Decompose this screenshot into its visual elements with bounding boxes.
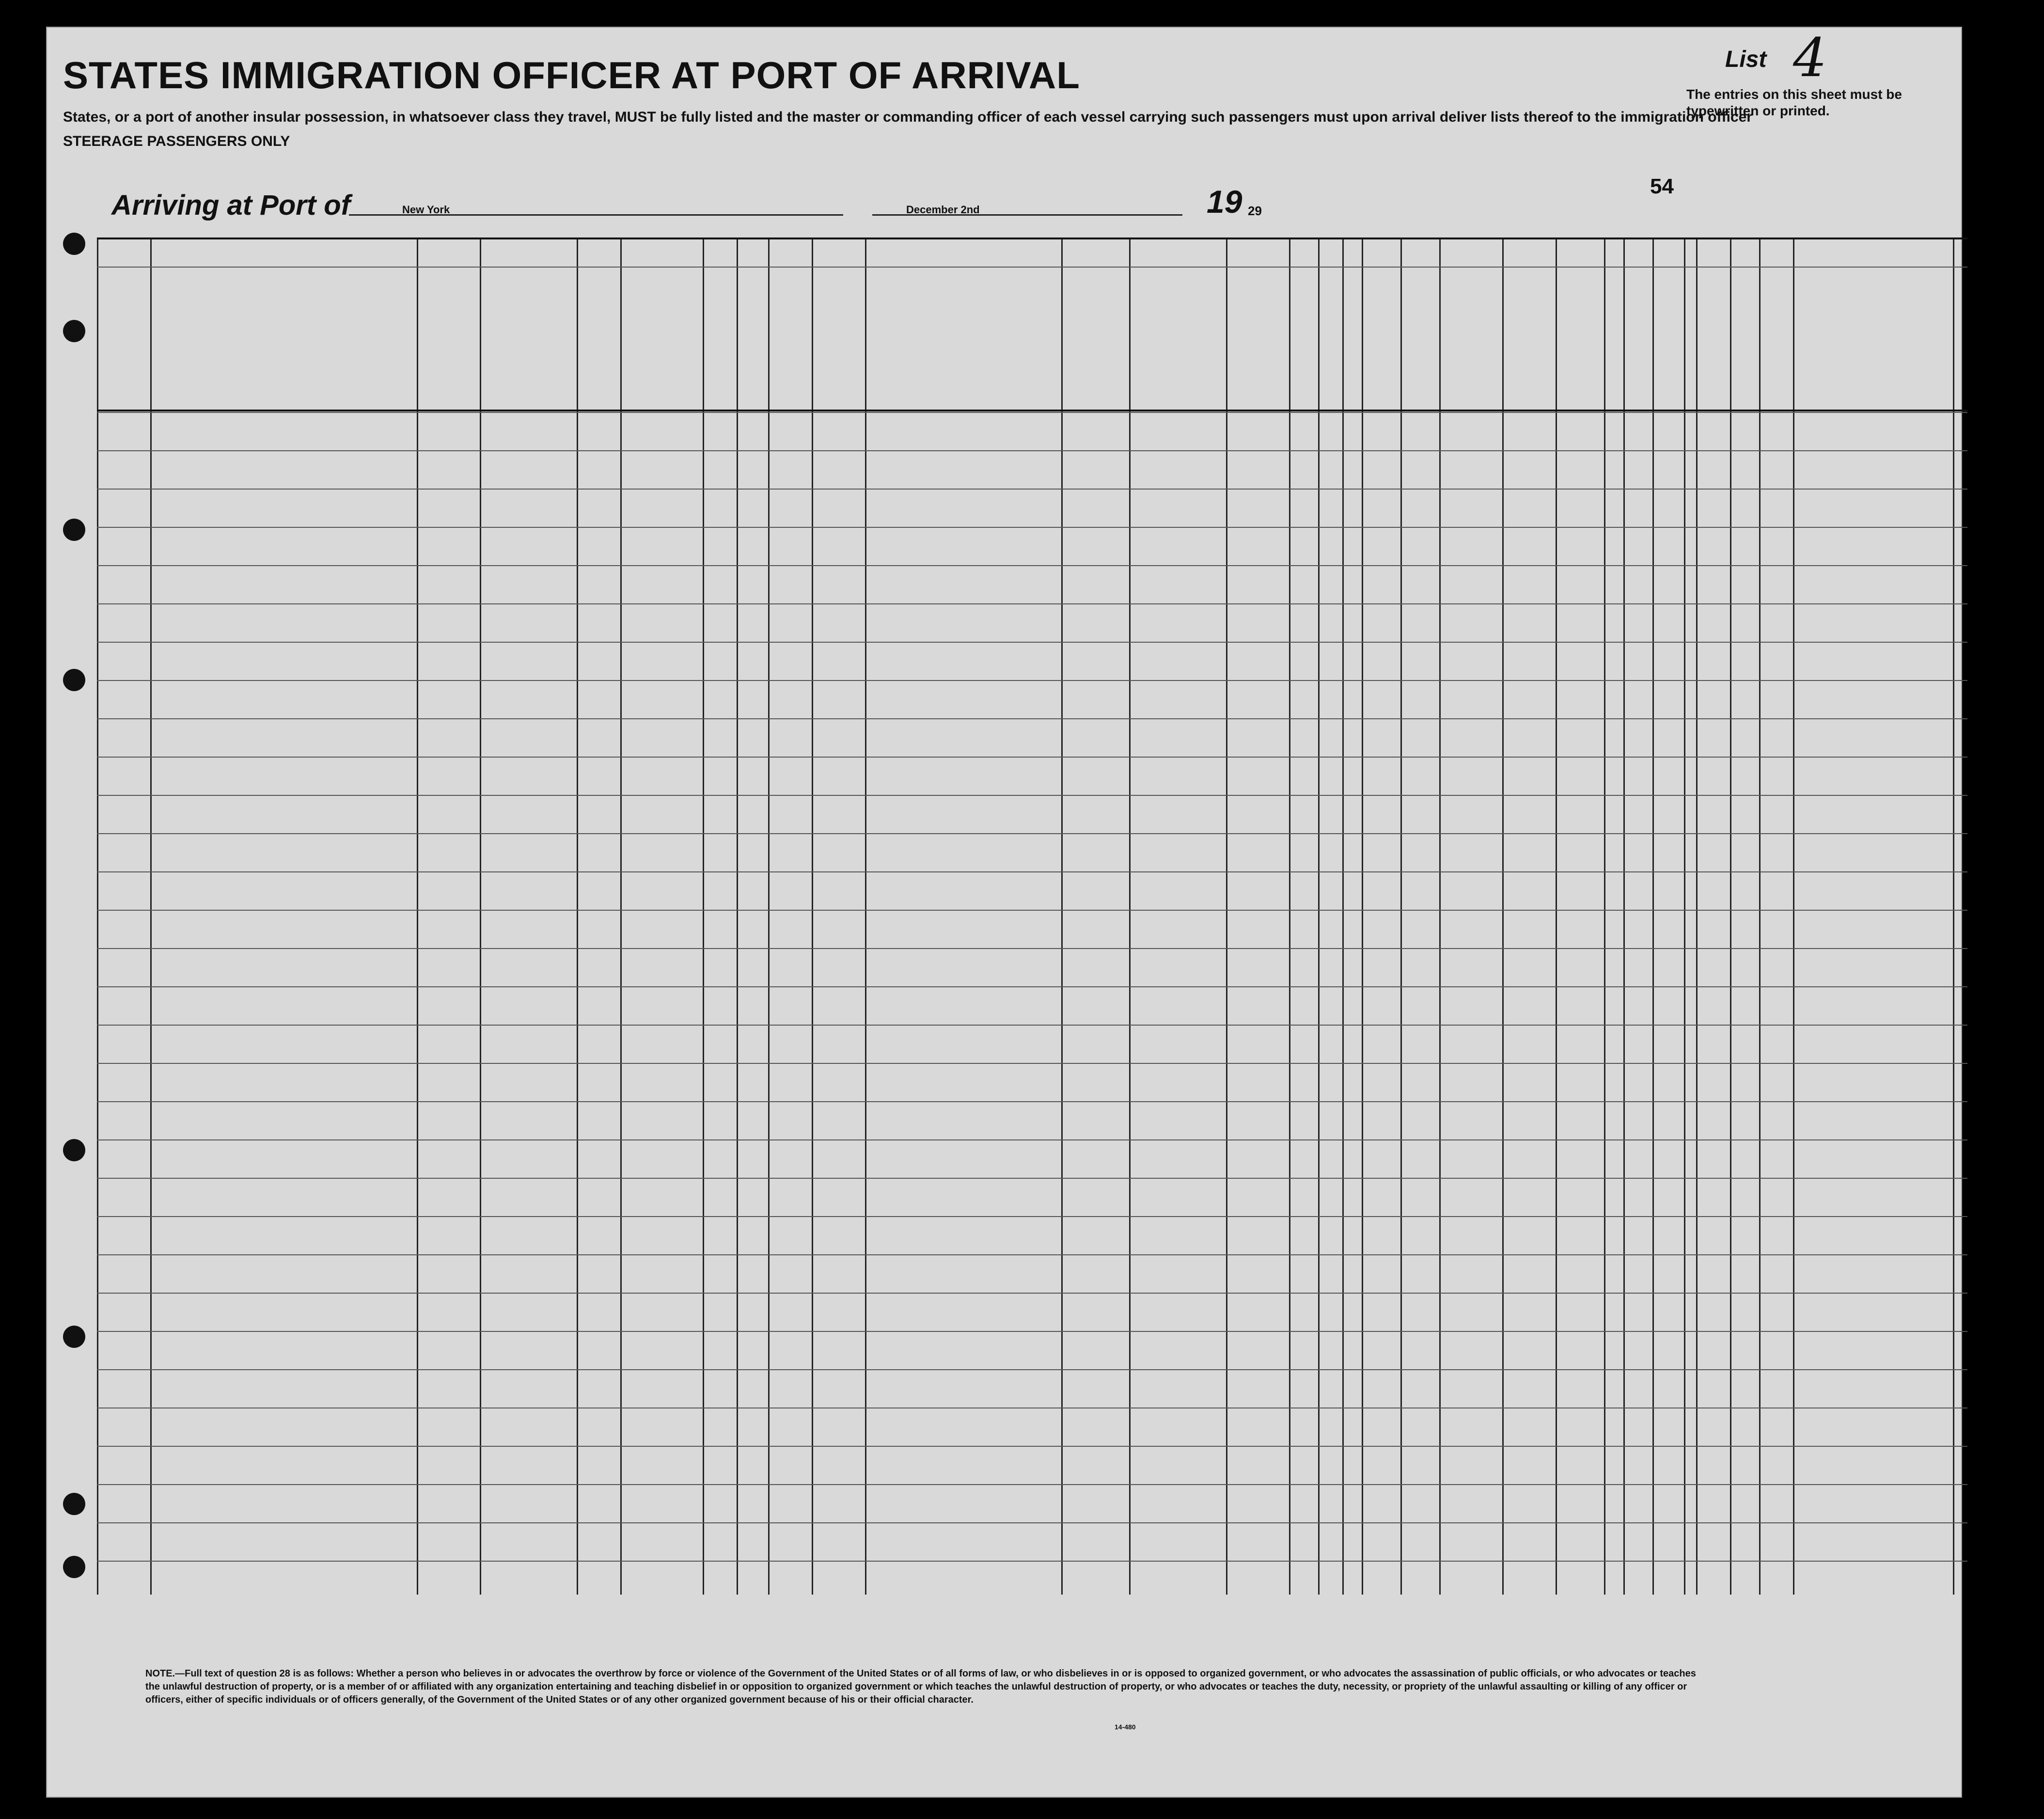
punch-hole [63,519,85,541]
question-28-note: NOTE.—Full text of question 28 is as follows: Whether a person who believes in or advocates the overthrow by force or violence of the Government of the United States or of all forms of law, or who disbelieves in or is opposed to organized government, or who advocates the assassination of public officials, or who advocates or teaches the unlawful destruction of property, or is a member of or affiliated with any organization entertaining and teaching disbelief in or opposition to organized government or which teaches the unlawful destruction of property, or who advocates or teaches the duty, necessity, or propriety of the unlawful assaulting or killing of any officer or officers, either of specific individuals or of officers generally, of the Government of the United States or of any other organized government because of his or their official character. [145,1668,1696,1705]
table-top-rule [97,237,1967,239]
column-rule [97,237,98,1595]
punch-hole [63,233,85,255]
entries-note: The entries on this sheet must be typewritten or printed. [1686,87,1902,118]
row-rule [97,1216,1967,1217]
row-rule [97,412,1967,413]
row-rule [97,603,1967,604]
column-rule [1061,237,1063,1595]
column-rule [1652,237,1654,1595]
form-code: 14-480 [1115,1723,1136,1731]
arriving-label: Arriving at Port of [111,190,351,221]
row-rule [97,718,1967,719]
row-rule [97,450,1967,451]
column-rule [1318,237,1320,1595]
list-label: List [1725,47,1767,72]
header-bottom-rule [97,410,1967,411]
row-rule [97,1139,1967,1140]
column-rule [1953,237,1954,1595]
row-rule [97,1178,1967,1179]
row-rule [97,1369,1967,1370]
row-rule [97,1331,1967,1332]
column-number-rule [97,267,1967,268]
row-rule [97,1293,1967,1294]
column-rule [620,237,622,1595]
row-rule [97,1561,1967,1562]
column-rule [1400,237,1402,1595]
column-rule [1289,237,1290,1595]
row-rule [97,1522,1967,1523]
row-rule [97,489,1967,490]
row-rule [97,1063,1967,1064]
manifest-sheet [46,27,1962,1798]
column-rule [1342,237,1344,1595]
column-rule [417,237,418,1595]
row-rule [97,910,1967,911]
row-rule [97,642,1967,643]
row-rule [97,565,1967,566]
punch-hole [63,320,85,342]
year-suffix: 29 [1248,204,1262,218]
row-rule [97,1025,1967,1026]
column-rule [812,237,813,1595]
punch-hole [63,1139,85,1161]
row-rule [97,795,1967,796]
year-prefix: 19 [1207,184,1242,220]
punch-hole [63,669,85,691]
passenger-class: STEERAGE PASSENGERS ONLY [63,133,290,149]
date-value: December 2nd [906,204,980,216]
page-number: 54 [1650,174,1674,198]
column-rule [1362,237,1363,1595]
list-number: 4 [1793,27,1827,89]
row-rule [97,680,1967,681]
instructions-line: States, or a port of another insular possession, in whatsoever class they travel, MUST be fully listed and the master or commanding officer of each vessel carrying such passengers must upon arrival deliver lists thereof to the immigration officer [63,109,1752,125]
row-rule [97,871,1967,872]
column-rule [865,237,866,1595]
row-rule [97,1484,1967,1485]
column-rule [1439,237,1441,1595]
column-rule [1129,237,1131,1595]
punch-hole [63,1493,85,1515]
column-rule [480,237,481,1595]
row-rule [97,757,1967,758]
row-rule [97,1254,1967,1255]
column-rule [1226,237,1227,1595]
column-rule [1793,237,1794,1595]
column-rule [737,237,738,1595]
column-rule [150,237,152,1595]
column-rule [703,237,704,1595]
column-rule [1696,237,1698,1595]
punch-hole [63,1326,85,1348]
row-rule [97,1101,1967,1102]
row-rule [97,1446,1967,1447]
column-rule [768,237,770,1595]
column-rule [1759,237,1761,1595]
row-rule [97,948,1967,949]
column-rule [1684,237,1685,1595]
column-rule [1556,237,1557,1595]
column-rule [1502,237,1504,1595]
row-rule [97,986,1967,987]
row-rule [97,527,1967,528]
column-rule [1730,237,1731,1595]
punch-hole [63,1556,85,1578]
column-rule [577,237,578,1595]
port-value: New York [402,204,450,216]
row-rule [97,833,1967,834]
column-rule [1604,237,1605,1595]
page-title: STATES IMMIGRATION OFFICER AT PORT OF ARRIVAL [63,54,1080,96]
column-rule [1623,237,1625,1595]
